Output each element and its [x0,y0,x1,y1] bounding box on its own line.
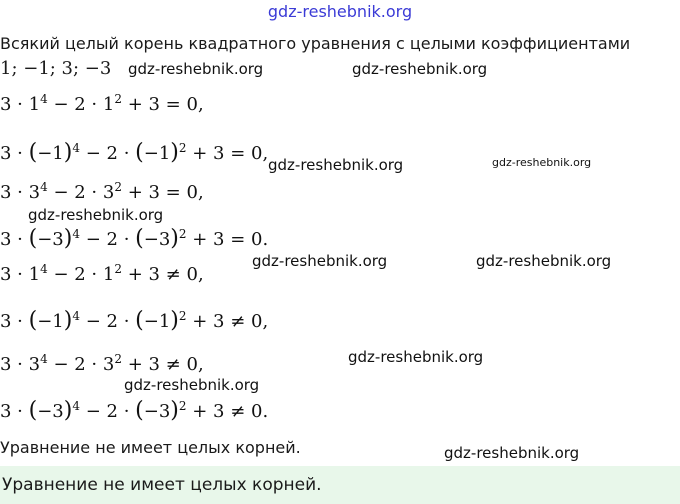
equation-7: $3 \cdot 3^4 - 2 \cdot 3^2 + 3 \ne 0$, [0,351,204,375]
watermark: gdz-reshebnik.org [348,348,484,366]
watermark: gdz-reshebnik.org [268,156,404,174]
equation-8: $3 \cdot (-3)^4 - 2 \cdot (-3)^2 + 3 \ne 0$. [0,398,269,423]
header-watermark: gdz-reshebnik.org [267,2,413,21]
equation-3: $3 \cdot 3^4 - 2 \cdot 3^2 + 3 = 0$, [0,179,204,203]
watermark: gdz-reshebnik.org [124,376,260,394]
watermark: gdz-reshebnik.org [128,60,264,78]
watermark: gdz-reshebnik.org [28,206,164,224]
equation-5: $3 \cdot 1^4 - 2 \cdot 1^2 + 3 \ne 0$, [0,261,204,285]
equation-6: $3 \cdot (-1)^4 - 2 \cdot (-1)^2 + 3 \ne 0$, [0,308,269,333]
answer-box [0,466,680,504]
watermark: gdz-reshebnik.org [252,252,388,270]
watermark: gdz-reshebnik.org [352,60,488,78]
watermark: gdz-reshebnik.org [476,252,612,270]
watermark: gdz-reshebnik.org [444,444,580,462]
watermark: gdz-reshebnik.org [492,156,592,169]
equation-2: $3 \cdot (-1)^4 - 2 \cdot (-1)^2 + 3 = 0$, [0,140,269,165]
candidate-roots: 1; −1; 3; −3 [0,58,112,79]
intro-text: Всякий целый корень квадратного уравнения с целыми коэффициентами [0,34,631,53]
equation-1: $3 \cdot 1^4 - 2 \cdot 1^2 + 3 = 0$, [0,91,204,115]
answer-text: Уравнение не имеет целых корней. [2,475,322,495]
conclusion-text: Уравнение не имеет целых корней. [0,438,301,457]
equation-4: $3 \cdot (-3)^4 - 2 \cdot (-3)^2 + 3 = 0$. [0,226,269,251]
